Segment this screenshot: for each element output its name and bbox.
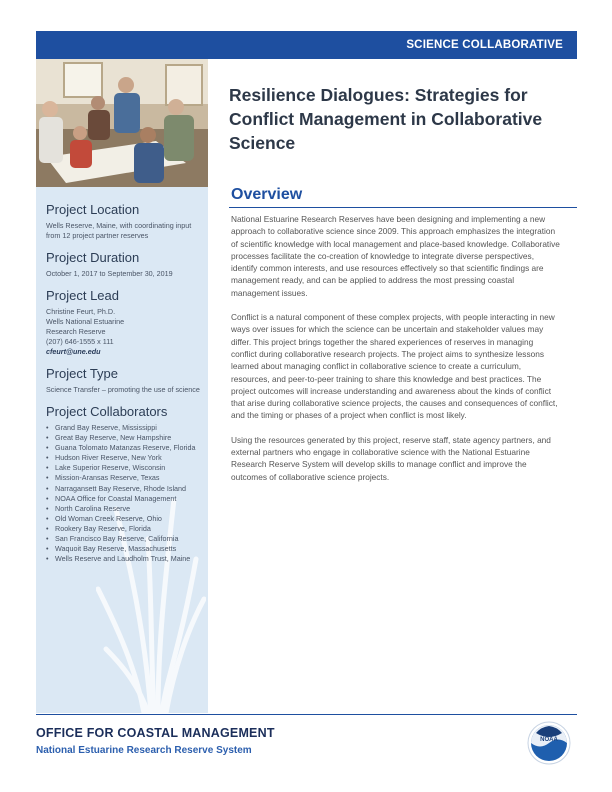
- lead-contact: [46, 307, 204, 357]
- list-item: • Guana Tolomato Matanzas Reserve, Florida: [46, 443, 204, 453]
- noaa-logo-icon: [527, 721, 571, 765]
- list-item: • Wells Reserve and Laudholm Trust, Maine: [46, 554, 204, 564]
- section-divider: [229, 207, 577, 208]
- workshop-photo: [36, 59, 208, 187]
- list-item: • Hudson River Reserve, New York: [46, 453, 204, 463]
- lead-email-link[interactable]: cfeurt@une.edu: [46, 347, 101, 356]
- location-text: Wells Reserve, Maine, with coordinating input from 12 project partner reserves: [46, 221, 192, 240]
- list-item: • North Carolina Reserve: [46, 504, 204, 514]
- page-title: Resilience Dialogues: Strategies for Conflict Management in Collaborative Science: [229, 85, 543, 153]
- lead-phone: (207) 646-1555 x 111: [46, 337, 114, 346]
- duration-heading: Project Duration: [46, 250, 140, 265]
- duration-text: October 1, 2017 to September 30, 2019: [46, 269, 173, 278]
- list-item: • Great Bay Reserve, New Hampshire: [46, 433, 204, 443]
- list-item: • Narragansett Bay Reserve, Rhode Island: [46, 484, 204, 494]
- paragraph: Conflict is a natural component of these complex projects, with people interacting in new ways over issues for which the science can be uncertain and stakeholder values may differ. This project brings together the shared experiences of reserves in managing conflict during collaborative research projects. The project aims to synthesize lessons learned about managing conflict in collaborative science to create a curriculum, resources, and peer-to-peer training to share this knowledge and best practices. The project outcomes will increase understanding and awareness about the kinds of conflict that arise during collaborative science projects, the causes and consequences of conflict, and the timing or phases of a project when conflict is most likely.: [231, 312, 558, 421]
- lead-org-line1: Wells National Estuarine: [46, 317, 125, 326]
- sidebar: [36, 59, 208, 713]
- overview-heading: Overview: [231, 186, 303, 203]
- list-item: • San Francisco Bay Reserve, California: [46, 534, 204, 544]
- type-heading: Project Type: [46, 366, 119, 381]
- list-item: • NOAA Office for Coastal Management: [46, 494, 204, 504]
- logo-text: NOAA: [540, 737, 558, 743]
- overview-body: [231, 213, 561, 495]
- lead-heading: Project Lead: [46, 288, 119, 303]
- paragraph: Using the resources generated by this project, reserve staff, state agency partners, and external partners who engage in collaborative science with the National Estuarine Research Reserve System will develop skills to manage conflict and improve the outcomes of collaborative science projects.: [231, 434, 551, 482]
- list-item: • Grand Bay Reserve, Mississippi: [46, 423, 204, 433]
- location-heading: Project Location: [46, 202, 140, 217]
- collaborators-heading: Project Collaborators: [46, 404, 168, 419]
- list-item: • Waquoit Bay Reserve, Massachusetts: [46, 544, 204, 554]
- type-text: Science Transfer – promoting the use of science: [46, 385, 200, 394]
- header-banner: SCIENCE COLLABORATIVE: [36, 31, 577, 59]
- list-item: • Rookery Bay Reserve, Florida: [46, 524, 204, 534]
- collaborators-list: [46, 423, 204, 564]
- list-item: • Mission-Aransas Reserve, Texas: [46, 473, 204, 483]
- footer-system-subtitle: National Estuarine Research Reserve System: [36, 745, 252, 756]
- list-item: • Lake Superior Reserve, Wisconsin: [46, 463, 204, 473]
- paragraph: National Estuarine Research Reserves have been designing and implementing a new approach to collaborative science since 2009. This approach emphasizes the integration of scientific knowledge with local management and place-based knowledge. Collaborative processes facilitate the co-creation of knowledge to integrate diverse perspectives, identify common interests, and use resources effectively so that scientific findings are management ready, and can be applied to address the most pressing coastal management issues.: [231, 214, 560, 298]
- list-item: • Old Woman Creek Reserve, Ohio: [46, 514, 204, 524]
- lead-name: Christine Feurt, Ph.D.: [46, 307, 116, 316]
- footer-office-title: OFFICE FOR COASTAL MANAGEMENT: [36, 726, 275, 740]
- lead-org-line2: Research Reserve: [46, 327, 106, 336]
- footer-divider: [36, 714, 577, 715]
